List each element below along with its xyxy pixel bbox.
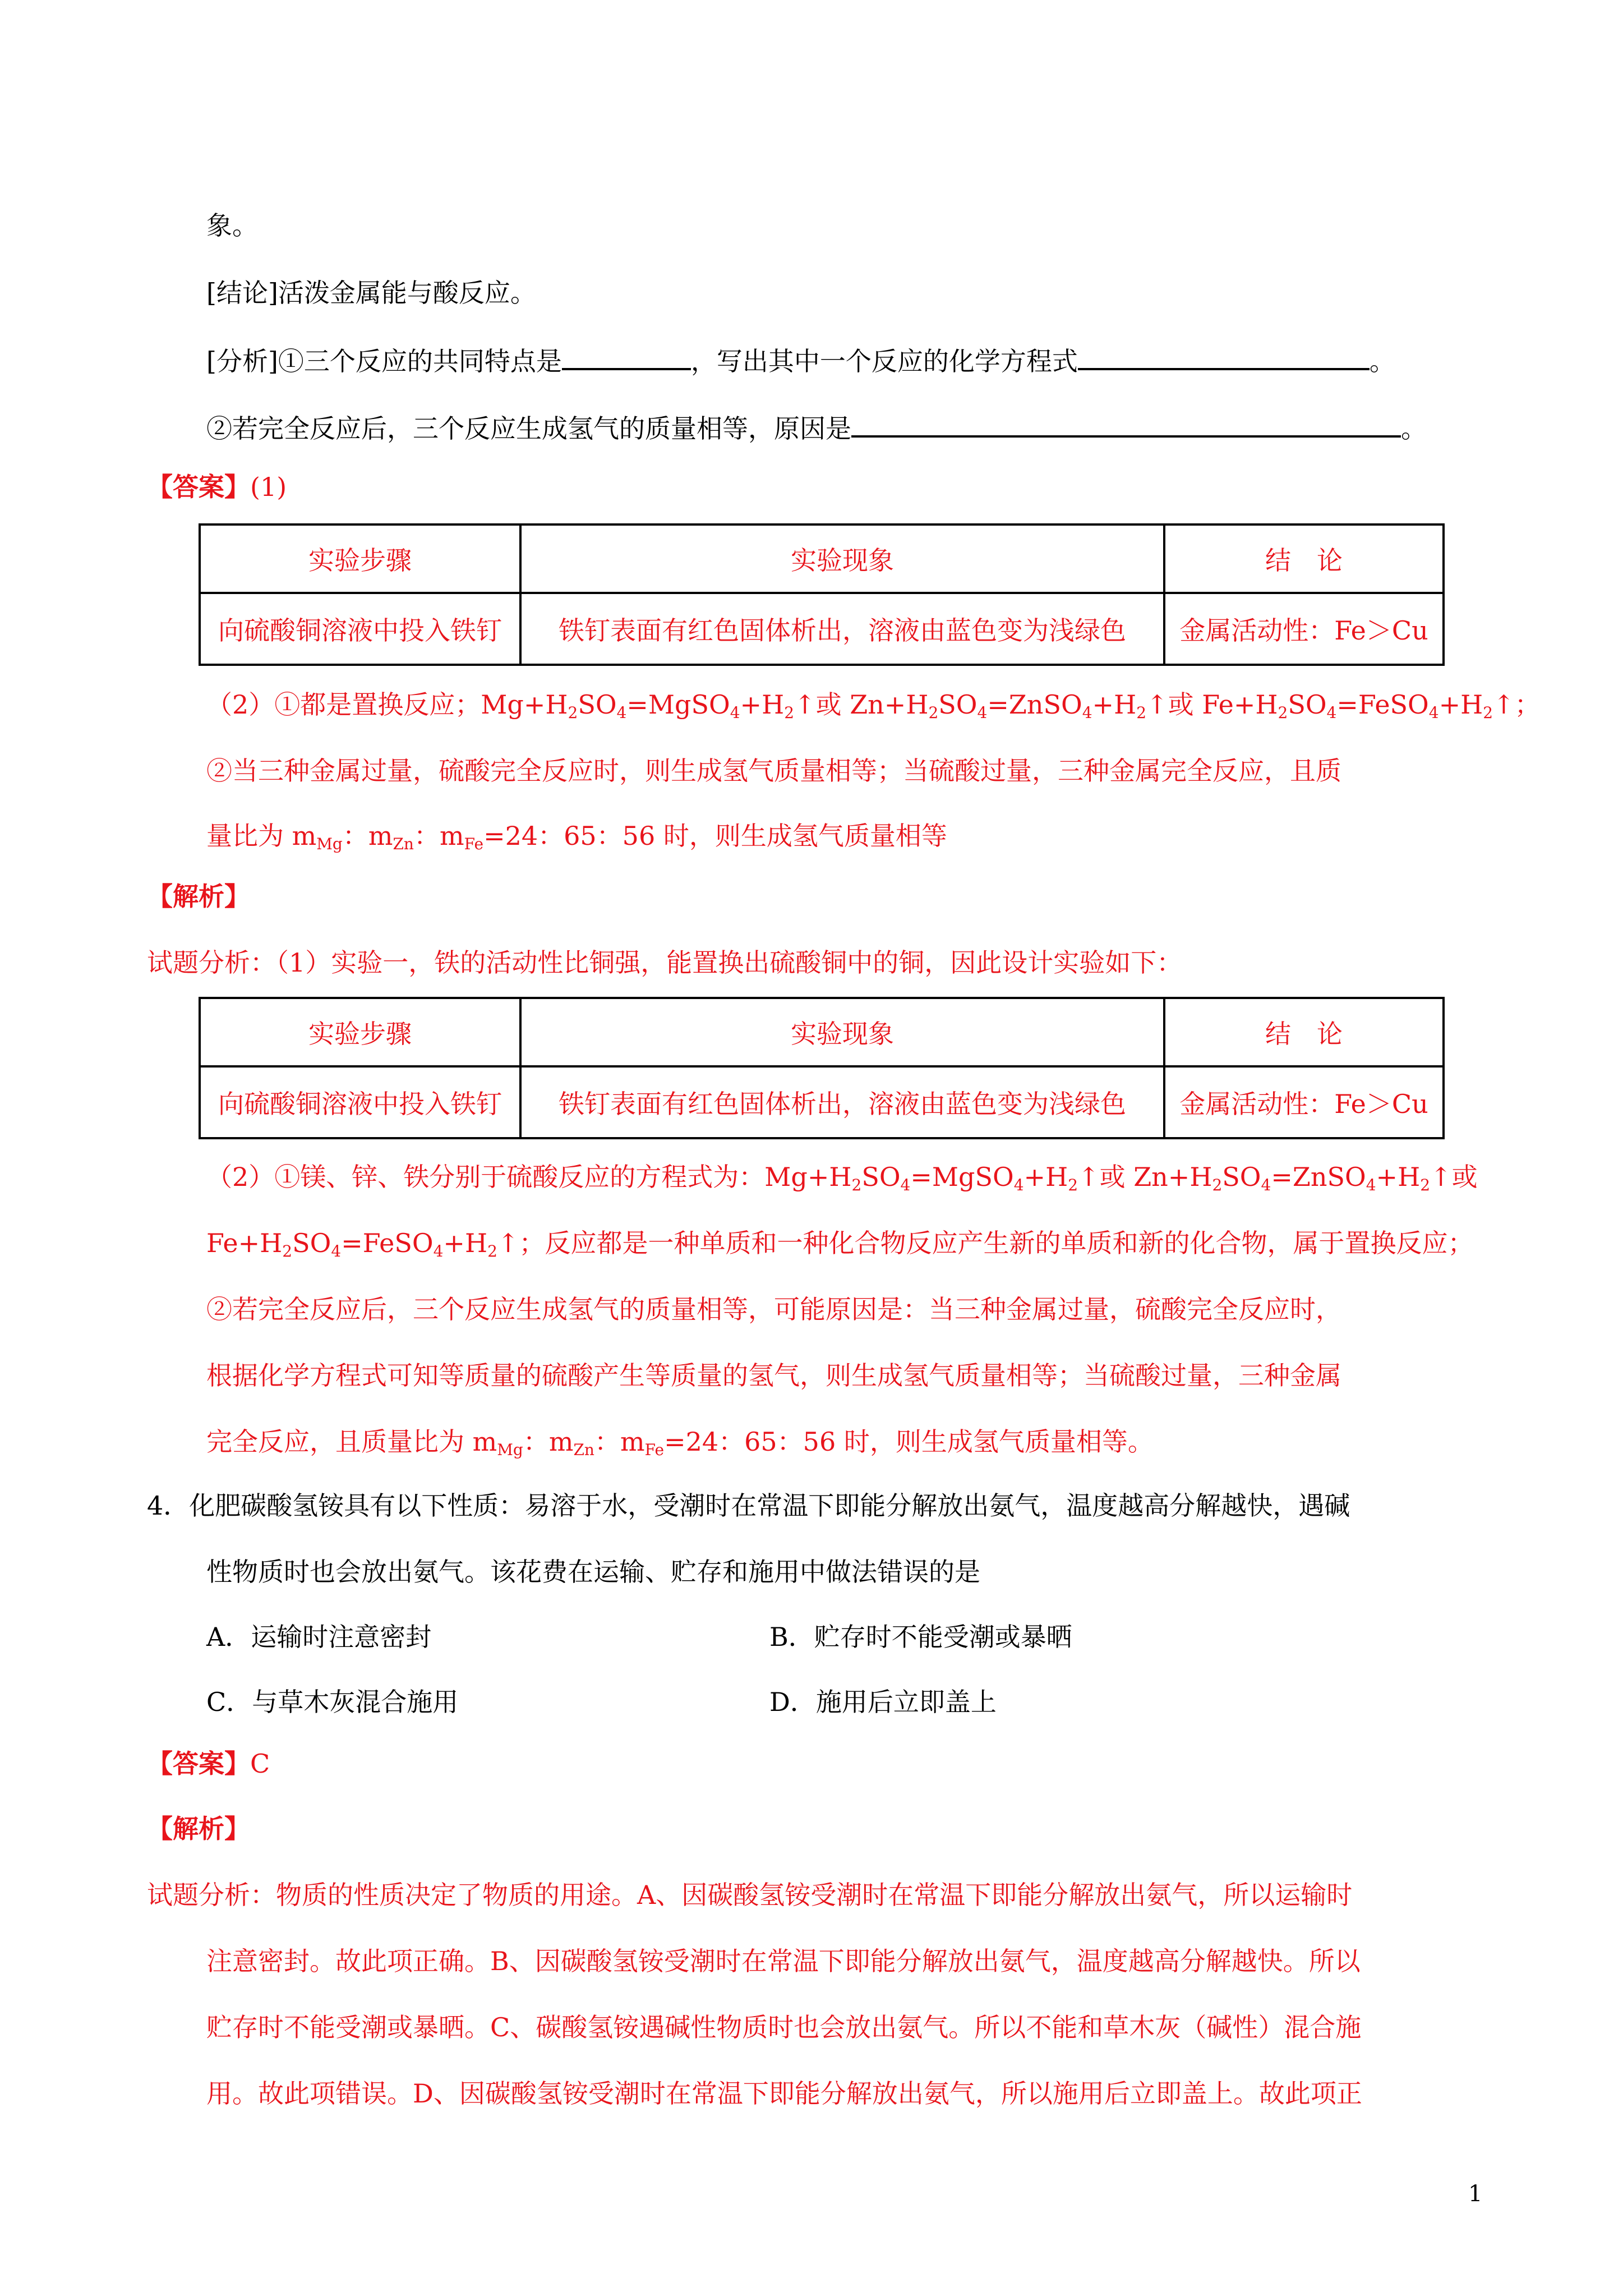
answer-heading: 【答案】(1) — [147, 472, 287, 502]
table-header-cell: 实验现象 — [520, 524, 1164, 593]
answer-text-line: （2）①都是置换反应；$Mg+H_2SO_4=MgSO_4+H_2↑$或 $Zn+H_2SO_4=ZnSO_4+H_2↑$或 $Fe+H_2SO_4=FeSO_4+H_2↑$； — [206, 689, 1541, 722]
conclusion-line: [结论]活泼金属能与酸反应。 — [206, 278, 536, 308]
explanation-line: 试题分析：（1）实验一，铁的活动性比铜强，能置换出硫酸铜中的铜，因此设计实验如下： — [147, 947, 1183, 978]
answer-heading: 【答案】C — [147, 1749, 270, 1779]
explanation-line: 根据化学方程式可知等质量的硫酸产生等质量的氢气，则生成氢气质量相等；当硫酸过量，三种金属 — [206, 1360, 1341, 1391]
table-cell: 向硫酸铜溶液中投入铁钉 — [200, 1066, 520, 1138]
explanation-line: ②若完全反应后，三个反应生成氢气的质量相等，可能原因是：当三种金属过量，硫酸完全反应时， — [206, 1294, 1341, 1324]
answer-text-line: ②当三种金属过量，硫酸完全反应时，则生成氢气质量相等；当硫酸过量，三种金属完全反应，且质 — [206, 756, 1341, 786]
page-number: 1 — [1468, 2181, 1483, 2207]
table-header-cell: 实验步骤 — [200, 998, 520, 1066]
explanation-line: $Fe+H_2SO_4=FeSO_4+H_2↑$；反应都是一种单质和一种化合物反应产生新的单质和新的化合物，属于置换反应； — [206, 1228, 1474, 1260]
option-b: B．贮存时不能受潮或暴晒 — [769, 1622, 1072, 1652]
explanation-line: 贮存时不能受潮或暴晒。C、碳酸氢铵遇碱性物质时也会放出氨气。所以不能和草木灰（碱性）混合施 — [206, 2012, 1362, 2042]
analysis-line: [分析]①三个反应的共同特点是 ，写出其中一个反应的化学方程式 。 — [206, 341, 1395, 378]
explanation-line: 注意密封。故此项正确。B、因碳酸氢铵受潮时在常温下即能分解放出氨气，温度越高分解越快。所以 — [206, 1946, 1361, 1976]
table-cell: 向硫酸铜溶液中投入铁钉 — [200, 593, 520, 665]
answer-blank — [1078, 341, 1370, 370]
answer-text-line: 量比为 $m_{Mg}$：$m_{Zn}$：$m_{Fe}=24$：65：56 时，则生成氢气质量相等 — [206, 821, 947, 853]
table-cell: 铁钉表面有红色固体析出，溶液由蓝色变为浅绿色 — [520, 593, 1164, 665]
explanation-heading: 【解析】 — [147, 881, 250, 912]
explanation-line: 试题分析：物质的性质决定了物质的用途。A、因碳酸氢铵受潮时在常温下即能分解放出氨气，所以运输时 — [147, 1880, 1353, 1910]
question-4-text: 4．化肥碳酸氢铵具有以下性质：易溶于水，受潮时在常温下即能分解放出氨气，温度越高分解越快，遇碱 — [147, 1490, 1350, 1521]
table-header-cell: 结 论 — [1164, 998, 1444, 1066]
explanation-line: （2）①镁、锌、铁分别于硫酸反应的方程式为：$Mg+H_2SO_4=MgSO_4+H_2↑$或 $Zn+H_2SO_4=ZnSO_4+H_2↑$或 — [206, 1162, 1478, 1194]
analysis-line-2: ②若完全反应后，三个反应生成氢气的质量相等，原因是 。 — [206, 408, 1427, 445]
answer-blank — [562, 341, 691, 370]
table-cell: 金属活动性：Fe＞Cu — [1164, 593, 1444, 665]
table-header-cell: 实验现象 — [520, 998, 1164, 1066]
answer-table — [199, 523, 1445, 666]
explanation-table — [199, 997, 1445, 1139]
table-cell: 金属活动性：Fe＞Cu — [1164, 1066, 1444, 1138]
table-cell: 铁钉表面有红色固体析出，溶液由蓝色变为浅绿色 — [520, 1066, 1164, 1138]
answer-blank — [851, 408, 1401, 438]
option-d: D．施用后立即盖上 — [769, 1687, 997, 1717]
explanation-heading: 【解析】 — [147, 1814, 250, 1844]
question-text-line: 象。 — [206, 210, 258, 241]
table-header-cell: 结 论 — [1164, 524, 1444, 593]
table-header-cell: 实验步骤 — [200, 524, 520, 593]
option-a: A．运输时注意密封 — [206, 1622, 432, 1652]
explanation-line: 完全反应，且质量比为 $m_{Mg}$：$m_{Zn}$：$m_{Fe}=24$：65：56 时，则生成氢气质量相等。 — [206, 1427, 1154, 1459]
answer-value: C — [250, 1749, 270, 1779]
explanation-line: 用。故此项错误。D、因碳酸氢铵受潮时在常温下即能分解放出氨气，所以施用后立即盖上。故此项正 — [206, 2078, 1362, 2109]
question-4-text: 性物质时也会放出氨气。该花费在运输、贮存和施用中做法错误的是 — [206, 1557, 980, 1587]
option-c: C．与草木灰混合施用 — [206, 1687, 459, 1717]
